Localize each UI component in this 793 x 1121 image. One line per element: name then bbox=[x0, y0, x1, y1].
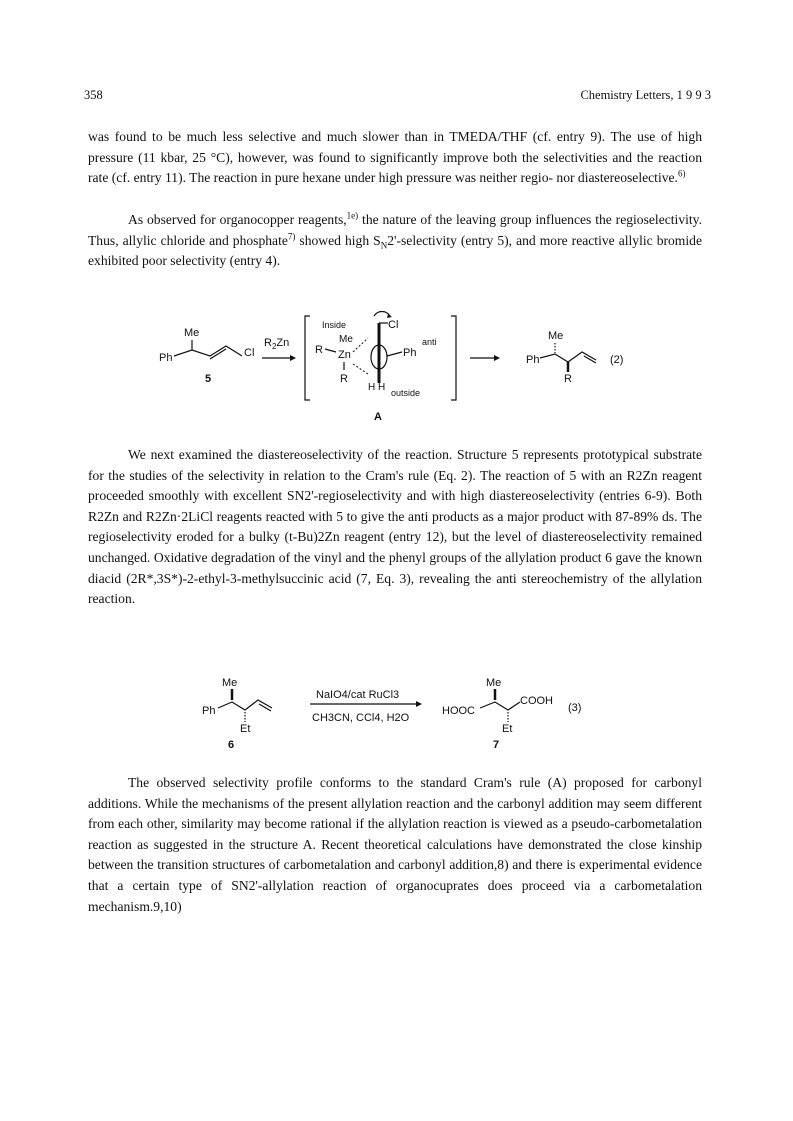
compound-6-ph: Ph bbox=[202, 705, 216, 717]
ts-r-top: R bbox=[315, 344, 323, 356]
paragraph-1: was found to be much less selective and much slower than in TMEDA/THF (cf. entry 9). The use of high pressure (11 kbar, 25 °C), however, was found to significantly improve both the selectivities and the reaction rate (cf. entry 11). The reaction in pure hexane under high pressure was neither regio- nor diastereoselective.$^{6)}$ bbox=[88, 129, 702, 186]
paragraph-2: As observed for organocopper reagents,$^{1e)}$ the nature of the leaving group influences the regioselectivity. Thus, allylic chloride and phosphate$^{7)}$ showed high $S_N2'$-selectivity (entry 5), and more reactive allylic bromide exhibited poor selectivity (entry 4). bbox=[88, 210, 702, 269]
ts-zn: Zn bbox=[338, 349, 351, 361]
equation-3-number: (3) bbox=[568, 702, 582, 714]
ts-cl: Cl bbox=[388, 319, 399, 331]
ts-anti-label: anti bbox=[422, 337, 437, 347]
paragraph-3: We next examined the diastereoselectivity of the reaction. Structure 5 represents prototypical substrate for the studies of the selectivity in relation to the Cram's rule (Eq. 2). The reaction of 5 with an R2Zn reagent proceeded smoothly with excellent SN2'-regioselectivity and with high diastereoselectivity (entries 6-9). Both R2Zn and R2Zn·2LiCl reagents reacted with 5 to give the anti products as a major product with 87-89% ds. The regioselectivity eroded for a bulky (t-Bu)2Zn reagent (entry 12), but the level of diastereoselectivity remained unchanged. Oxidative degradation of the vinyl and the phenyl groups of the allylation product 6 gave the known diacid (2R*,3S*)-2-ethyl-3-methylsuccinic acid (7, Eq. 3), revealing the anti stereochemistry of the allylation reaction. bbox=[88, 447, 702, 607]
compound-7-cooh: COOH bbox=[520, 695, 553, 707]
substrate-cl: Cl bbox=[244, 347, 255, 359]
page-number: 358 bbox=[84, 88, 103, 102]
page-header bbox=[84, 88, 711, 104]
ts-outside-label: outside bbox=[391, 388, 421, 398]
product-ph: Ph bbox=[526, 354, 540, 366]
scheme-eq-2 bbox=[150, 308, 670, 428]
paragraph-4: The observed selectivity profile conforms to the standard Cram's rule (A) proposed for carbonyl additions. While the mechanisms of the present allylation reaction and the carbonyl addition may seem different from each other, similarity may become rational if the allylation reaction is viewed as a pseudo-carbometalation reaction as suggested in the structure A. Recent theoretical calculations have demonstrated the close kinship between the transition structures of carbometalation and carbonyl addition,8) and there is experimental evidence that a certain type of SN2'-allylation reaction of organocuprates does proceed via a carbometalation mechanism.9,10) bbox=[88, 775, 702, 914]
reagent-oxidant: NaIO4/cat RuCl3 bbox=[316, 689, 400, 701]
substrate-me: Me bbox=[184, 327, 200, 339]
ts-inside-label: Inside bbox=[322, 320, 347, 330]
compound-7-me: Me bbox=[486, 677, 502, 689]
compound-7-et: Et bbox=[502, 723, 513, 735]
reagent-r2zn: $R_2Zn$ bbox=[264, 337, 290, 351]
substrate-ph: Ph bbox=[159, 352, 173, 364]
ts-me: Me bbox=[339, 334, 353, 345]
journal-citation: Chemistry Letters, 1 9 9 3 bbox=[580, 88, 711, 102]
compound-6-label: 6 bbox=[228, 739, 235, 751]
compound-7-label: 7 bbox=[493, 739, 500, 751]
reagent-solvents: CH3CN, CCl4, H2O bbox=[312, 712, 410, 724]
ts-hh: H H bbox=[368, 382, 386, 393]
product-r: R bbox=[564, 373, 572, 385]
product-me: Me bbox=[548, 330, 564, 342]
compound-6-et: Et bbox=[240, 723, 251, 735]
compound-6-me: Me bbox=[222, 677, 238, 689]
equation-2-number: (2) bbox=[610, 354, 624, 366]
compound-5-label: 5 bbox=[205, 373, 212, 385]
ts-r-bottom: R bbox=[340, 373, 348, 385]
structure-a-label: A bbox=[374, 411, 382, 423]
compound-7-hooc: HOOC bbox=[442, 705, 475, 717]
ts-ph: Ph bbox=[403, 347, 417, 359]
scheme-eq-3 bbox=[190, 674, 610, 754]
